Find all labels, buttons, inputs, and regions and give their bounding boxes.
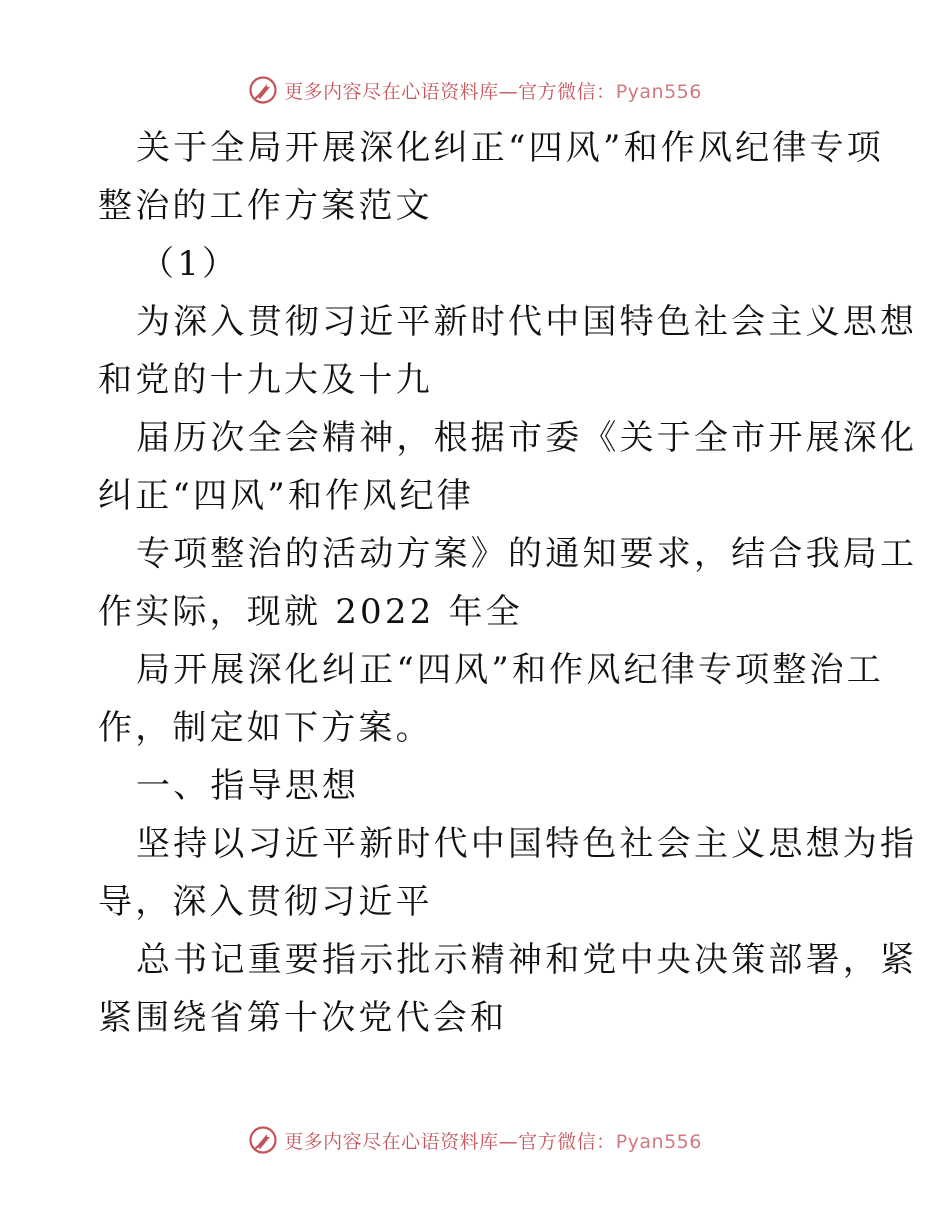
- section-heading: 一、指导思想: [136, 766, 360, 806]
- paragraph-line: 导，深入贯彻习近平: [98, 882, 433, 922]
- paragraph-line: 作，制定如下方案。: [98, 708, 433, 748]
- section-number: （1）: [140, 244, 240, 284]
- paragraph-line: 紧围绕省第十次党代会和: [98, 998, 508, 1038]
- paragraph-line: 局开展深化纠正“四风”和作风纪律专项整治工: [136, 650, 884, 690]
- footer-watermark: [0, 1120, 950, 1160]
- paragraph-line: 为深入贯彻习近平新时代中国特色社会主义思想: [136, 302, 918, 342]
- paragraph-line: 总书记重要指示批示精神和党中央决策部署，紧: [136, 940, 918, 980]
- paragraph-line: 专项整治的活动方案》的通知要求，结合我局工: [136, 534, 918, 574]
- paragraph-line: 纠正“四风”和作风纪律: [98, 476, 474, 516]
- watermark-text: 更多内容尽在心语资料库—官方微信：Pyan556: [284, 80, 702, 103]
- header-watermark: [0, 70, 950, 110]
- paragraph-line: 坚持以习近平新时代中国特色社会主义思想为指: [136, 824, 918, 864]
- paragraph-line: 和党的十九大及十九: [98, 360, 433, 400]
- paragraph-line: 作实际，现就 2022 年全: [98, 592, 523, 632]
- document-title-line-2: 整治的工作方案范文: [98, 186, 433, 226]
- pen-nib-circle-icon: [248, 1125, 278, 1155]
- pen-nib-circle-icon: [248, 75, 278, 105]
- paragraph-line: 届历次全会精神，根据市委《关于全市开展深化: [136, 418, 918, 458]
- document-title-line-1: 关于全局开展深化纠正“四风”和作风纪律专项: [136, 128, 884, 168]
- watermark-text: 更多内容尽在心语资料库—官方微信：Pyan556: [284, 1130, 702, 1153]
